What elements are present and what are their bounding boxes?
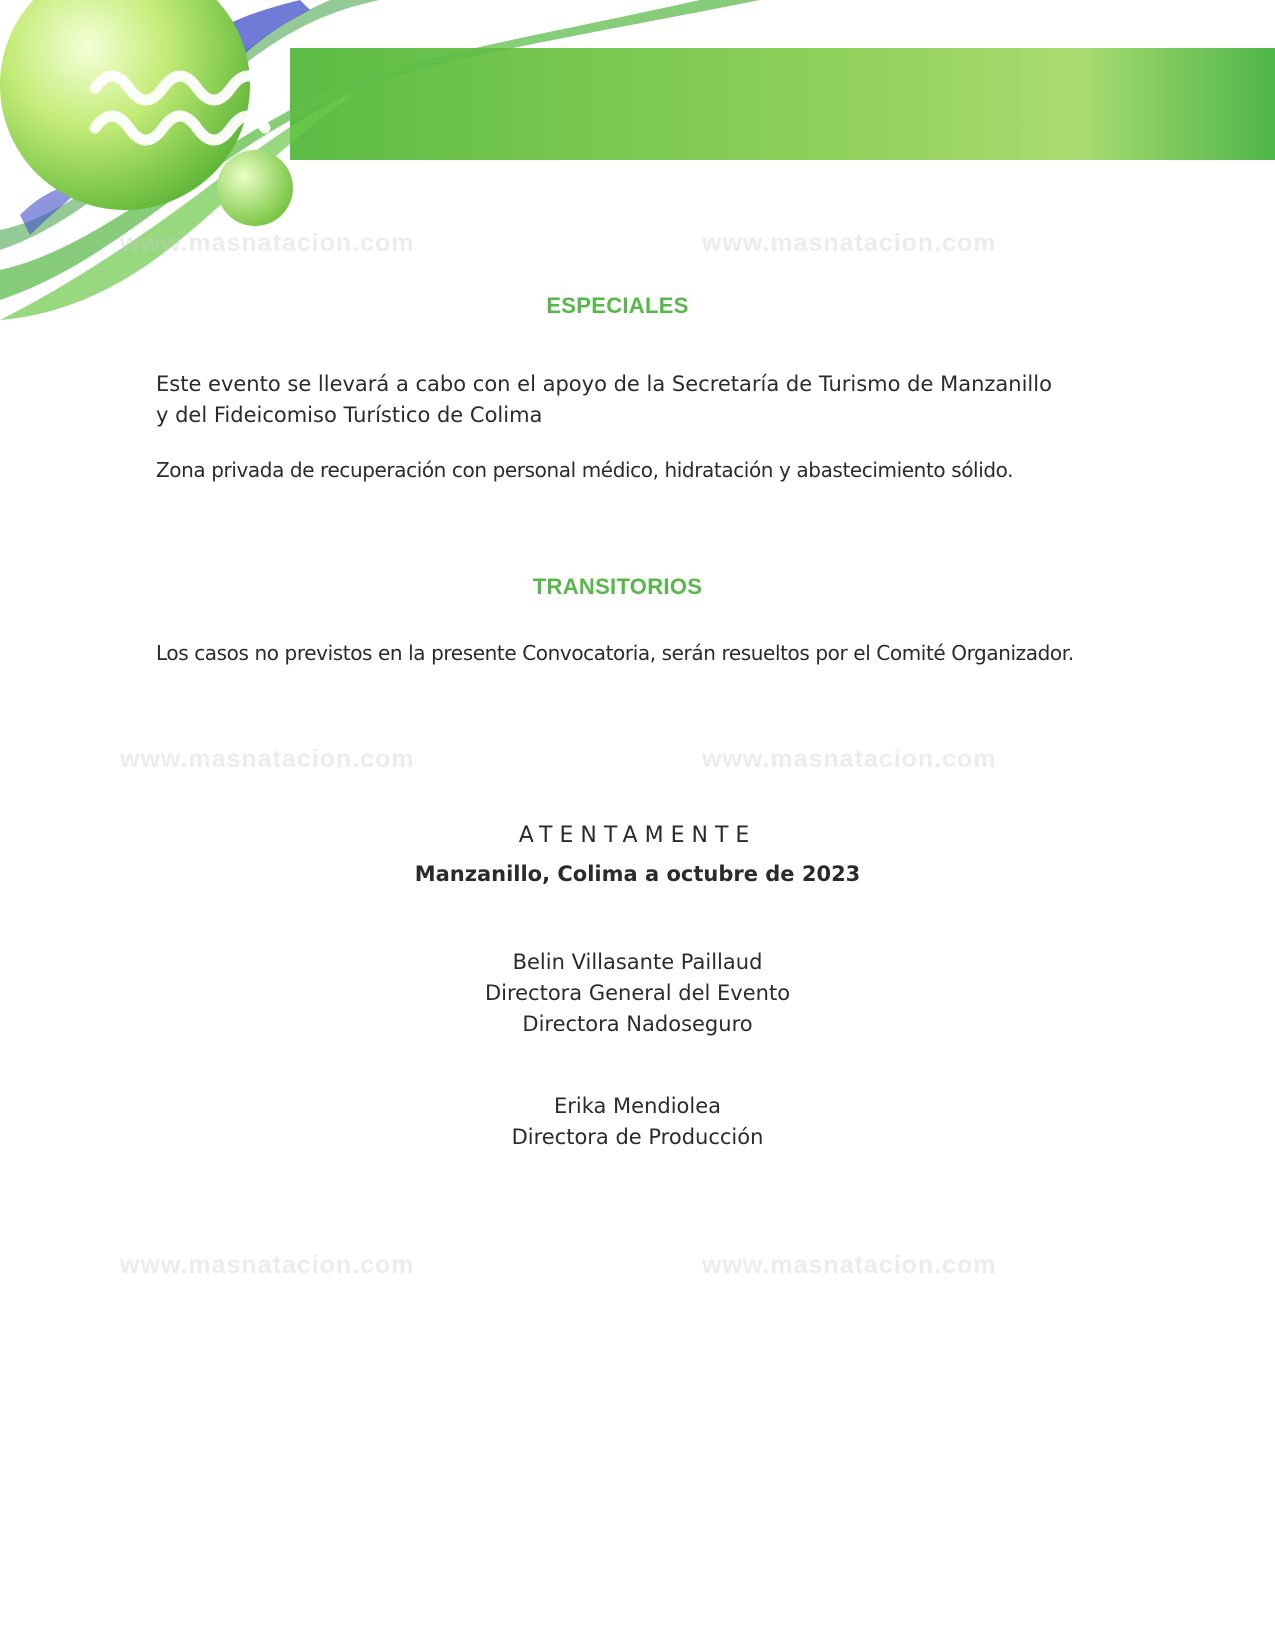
watermark: www.masnatacion.com	[120, 745, 415, 773]
signatory-1-title-2: Directora Nadoseguro	[522, 1012, 753, 1036]
signatory-2-name: Erika Mendiolea	[553, 1094, 722, 1118]
especiales-paragraph-2: Zona privada de recuperación con personal médico, hidratación y abastecimiento sólido.	[156, 458, 1014, 482]
transitorios-paragraph: Los casos no previstos en la presente Convocatoria, serán resueltos por el Comité Organizador.	[156, 641, 1074, 665]
section-title-transitorios: TRANSITORIOS	[532, 574, 703, 599]
signatory-1-title-1: Directora General del Evento	[484, 981, 791, 1005]
watermark: www.masnatacion.com	[120, 229, 415, 257]
header-graphic	[0, 0, 1275, 320]
signatory-2-title-1: Directora de Producción	[511, 1125, 764, 1149]
watermark: www.masnatacion.com	[702, 229, 997, 257]
watermark: www.masnatacion.com	[702, 745, 997, 773]
closing-place-date: Manzanillo, Colima a octubre de 2023	[414, 862, 861, 886]
especiales-paragraph-1	[156, 369, 1052, 431]
section-title-especiales: ESPECIALES	[546, 293, 689, 318]
watermark: www.masnatacion.com	[120, 1251, 415, 1279]
especiales-paragraph-1-line-1: Este evento se llevará a cabo con el apoyo de la Secretaría de Turismo de Manzanillo	[156, 372, 1052, 396]
signatory-1-name: Belin Villasante Paillaud	[512, 950, 763, 974]
especiales-paragraph-1-line-2: y del Fideicomiso Turístico de Colima	[156, 403, 543, 427]
closing-salutation: ATENTAMENTE	[518, 823, 757, 848]
watermark: www.masnatacion.com	[702, 1251, 997, 1279]
